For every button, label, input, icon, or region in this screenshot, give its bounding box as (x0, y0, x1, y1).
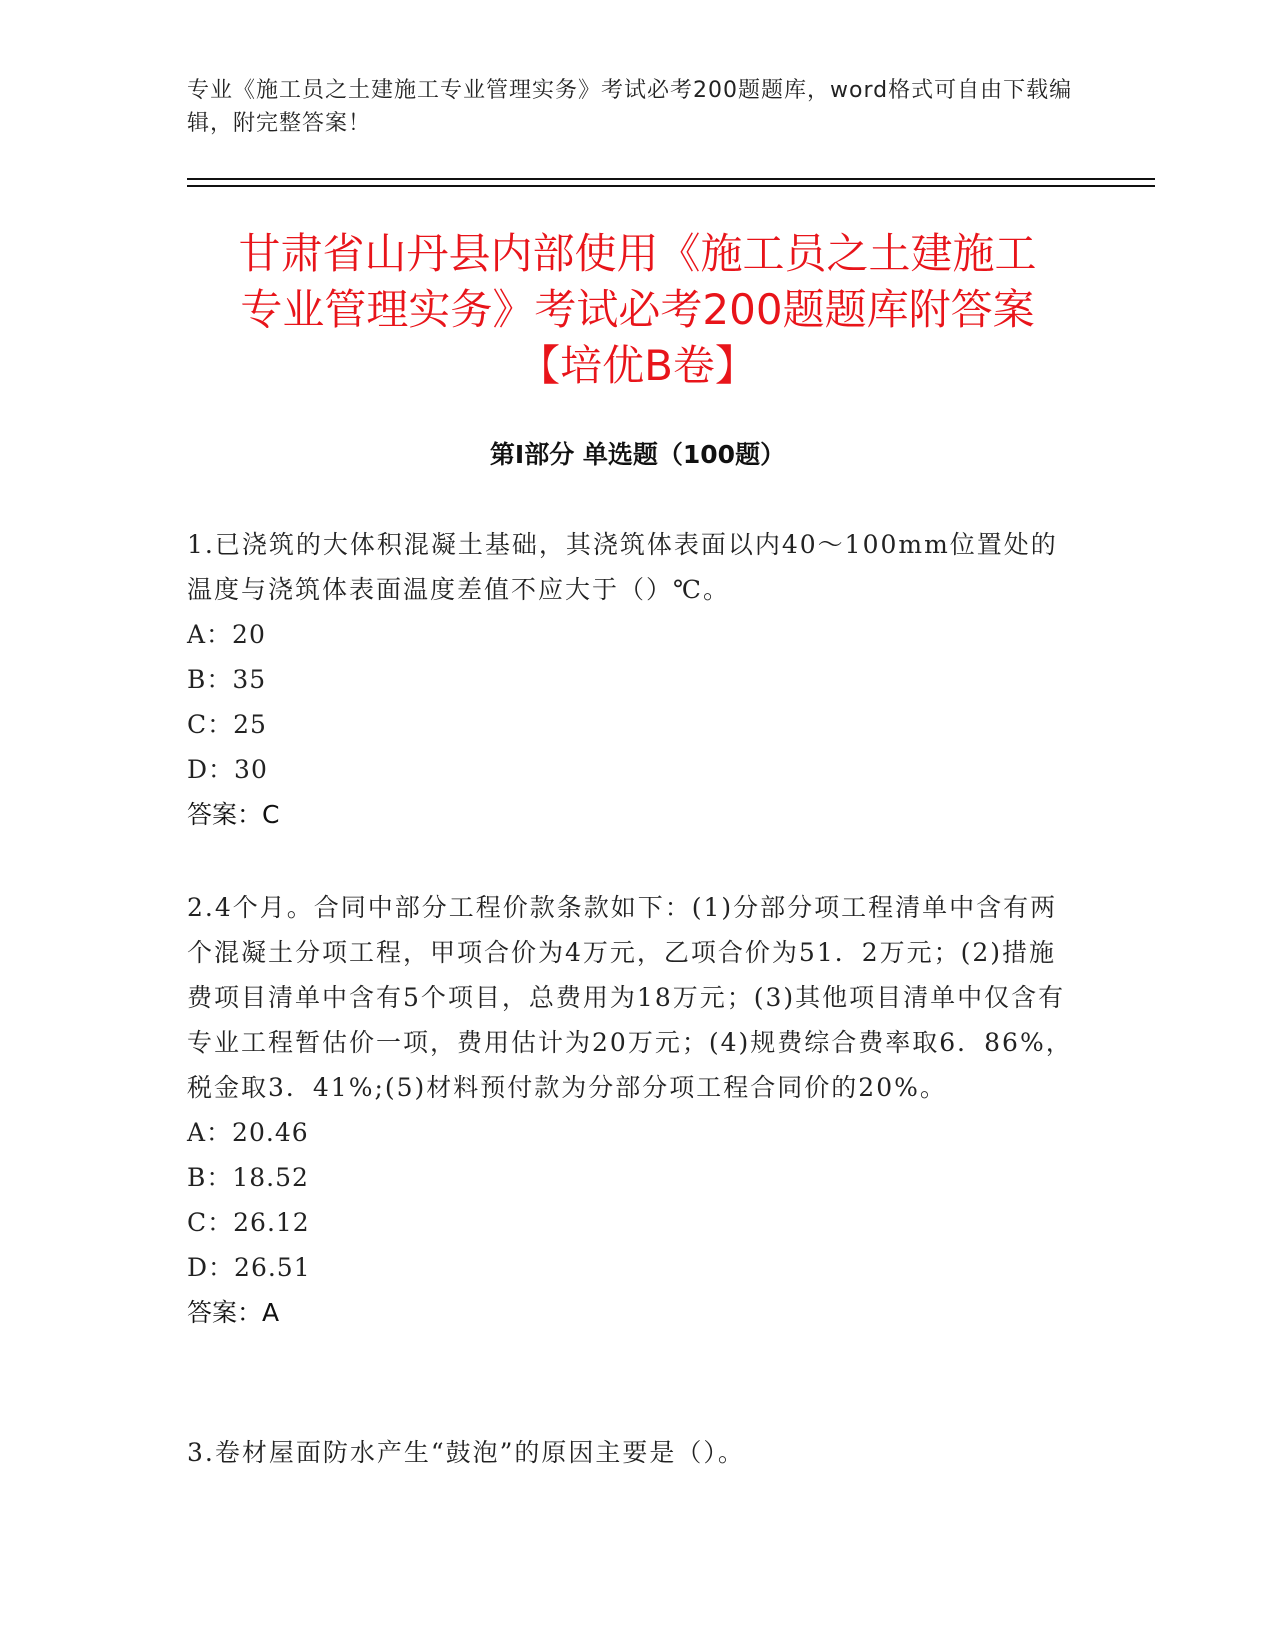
answer-line: 答案：C (187, 800, 280, 829)
answer-line: 答案：A (187, 1298, 280, 1327)
question-1 (187, 522, 1077, 838)
option-b: B：35 (187, 665, 267, 694)
question-text: 2.4个月。合同中部分工程价款条款如下：(1)分部分项工程清单中含有两个混凝土分项工程，甲项合价为4万元，乙项合价为51．2万元；(2)措施费项目清单中含有5个项目，总费用为18万元；(3)其他项目清单中仅含有专业工程暂估价一项，费用估计为20万元；(4)规费综合费率取6．86%，税金取3．41%;(5)材料预付款为分部分项工程合同价的20%。 (187, 893, 1073, 1102)
option-a: A：20 (187, 620, 266, 649)
option-d: D：26.51 (187, 1253, 311, 1282)
header-note: 专业《施工员之土建施工专业管理实务》考试必考200题题库，word格式可自由下载编辑，附完整答案！ (187, 78, 1073, 136)
header-divider-top (187, 178, 1155, 180)
header-divider-bottom (187, 185, 1155, 187)
question-text: 1.已浇筑的大体积混凝土基础，其浇筑体表面以内40～100mm位置处的温度与浇筑体表面温度差值不应大于（）℃。 (187, 530, 1058, 604)
document-title (160, 226, 1115, 394)
section-title: 第Ⅰ部分 单选题（100题） (489, 440, 786, 469)
option-a: A：20.46 (187, 1118, 309, 1147)
question-2 (187, 885, 1077, 1336)
title-line: 专业管理实务》考试必考200题题库附答案 (240, 285, 1035, 334)
option-b: B：18.52 (187, 1163, 309, 1192)
option-d: D：30 (187, 755, 268, 784)
question-3 (187, 1430, 1077, 1475)
title-line: 甘肃省山丹县内部使用《施工员之土建施工 (238, 229, 1037, 278)
question-text: 3.卷材屋面防水产生“鼓泡”的原因主要是（）。 (187, 1438, 745, 1467)
option-c: C：26.12 (187, 1208, 310, 1237)
title-line: 【培优B卷】 (518, 341, 757, 390)
option-c: C：25 (187, 710, 267, 739)
